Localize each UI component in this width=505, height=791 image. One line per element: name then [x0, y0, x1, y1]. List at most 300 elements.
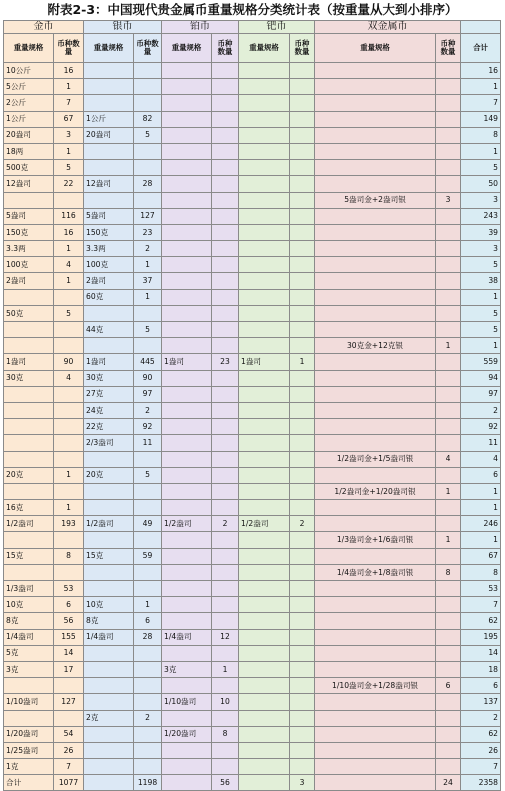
table-cell: 10: [212, 694, 239, 710]
table-cell: 53: [461, 581, 501, 597]
table-cell: [436, 208, 461, 224]
table-row: [4, 322, 501, 338]
table-cell: [239, 581, 290, 597]
table-cell: [134, 532, 162, 548]
table-cell: 1: [436, 338, 461, 354]
table-cell: 26: [54, 742, 84, 758]
table-cell: [162, 63, 212, 79]
table-cell: [239, 435, 290, 451]
table-cell: [212, 111, 239, 127]
table-cell: 4: [54, 257, 84, 273]
table-cell: [212, 435, 239, 451]
table-cell: [290, 95, 315, 111]
weight-spec-table: [3, 20, 501, 791]
table-cell: [290, 500, 315, 516]
table-cell: [162, 467, 212, 483]
table-row: [4, 143, 501, 159]
table-cell: [162, 451, 212, 467]
table-cell: 1盎司: [4, 354, 54, 370]
table-cell: [315, 435, 436, 451]
table-cell: [134, 338, 162, 354]
table-cell: [315, 241, 436, 257]
table-cell: [436, 354, 461, 370]
table-cell: [54, 532, 84, 548]
table-cell: 97: [134, 386, 162, 402]
table-cell: [315, 322, 436, 338]
table-cell: [239, 597, 290, 613]
table-row: [4, 208, 501, 224]
col-header: 重量规格: [162, 34, 212, 63]
table-cell: 8: [461, 127, 501, 143]
table-cell: [84, 192, 134, 208]
table-cell: [212, 127, 239, 143]
table-cell: [315, 224, 436, 240]
table-cell: [436, 63, 461, 79]
table-row: [4, 289, 501, 305]
table-cell: [162, 305, 212, 321]
table-cell: [54, 338, 84, 354]
table-cell: 1/4盎司: [162, 629, 212, 645]
table-cell: [212, 581, 239, 597]
table-cell: [84, 759, 134, 775]
table-cell: 5: [54, 305, 84, 321]
table-row: [4, 532, 501, 548]
table-cell: 1: [436, 532, 461, 548]
table-cell: [239, 208, 290, 224]
table-cell: [212, 564, 239, 580]
table-cell: [162, 386, 212, 402]
table-cell: [239, 645, 290, 661]
table-row: [4, 500, 501, 516]
table-cell: 8: [436, 564, 461, 580]
table-cell: [4, 451, 54, 467]
table-cell: [84, 645, 134, 661]
table-cell: 1盎司: [84, 354, 134, 370]
table-cell: [436, 467, 461, 483]
table-cell: [315, 419, 436, 435]
table-cell: [84, 694, 134, 710]
table-row: [4, 273, 501, 289]
table-cell: 1/4盎司金+1/8盎司银: [315, 564, 436, 580]
table-cell: [239, 694, 290, 710]
table-cell: [162, 548, 212, 564]
table-cell: [4, 289, 54, 305]
table-cell: 16: [54, 63, 84, 79]
table-cell: [315, 694, 436, 710]
table-cell: [162, 597, 212, 613]
table-cell: [290, 176, 315, 192]
table-cell: [162, 435, 212, 451]
table-cell: 559: [461, 354, 501, 370]
table-cell: [290, 435, 315, 451]
table-cell: [436, 661, 461, 677]
table-cell: [84, 79, 134, 95]
table-cell: 1/10盎司: [162, 694, 212, 710]
table-cell: [162, 710, 212, 726]
table-cell: [162, 402, 212, 418]
table-row: [4, 613, 501, 629]
table-cell: 24克: [84, 402, 134, 418]
table-cell: 5克: [4, 645, 54, 661]
table-cell: [162, 176, 212, 192]
table-cell: 15克: [4, 548, 54, 564]
table-cell: 1: [461, 532, 501, 548]
table-cell: [162, 581, 212, 597]
table-row: [4, 257, 501, 273]
table-cell: [84, 483, 134, 499]
table-cell: [290, 305, 315, 321]
table-cell: [134, 564, 162, 580]
table-cell: [84, 500, 134, 516]
table-cell: 12盎司: [4, 176, 54, 192]
table-cell: 23: [212, 354, 239, 370]
group-silver: 银币: [84, 21, 162, 34]
table-cell: [436, 241, 461, 257]
table-cell: 62: [461, 613, 501, 629]
table-cell: 150克: [84, 224, 134, 240]
table-cell: 2: [134, 710, 162, 726]
table-cell: 1克: [4, 759, 54, 775]
table-cell: 15克: [84, 548, 134, 564]
table-cell: 1: [54, 143, 84, 159]
table-cell: [239, 402, 290, 418]
table-cell: [134, 694, 162, 710]
table-cell: 97: [461, 386, 501, 402]
table-cell: [436, 726, 461, 742]
table-cell: [436, 176, 461, 192]
table-cell: [315, 160, 436, 176]
table-cell: [162, 257, 212, 273]
table-cell: 20克: [84, 467, 134, 483]
table-cell: 50: [461, 176, 501, 192]
table-cell: 1: [461, 500, 501, 516]
table-cell: 8: [461, 564, 501, 580]
col-header: 币种数量: [54, 34, 84, 63]
table-cell: 24: [436, 775, 461, 791]
table-cell: 90: [54, 354, 84, 370]
table-cell: [54, 402, 84, 418]
table-row: [4, 694, 501, 710]
table-cell: [290, 160, 315, 176]
group-header-row: [4, 21, 501, 34]
table-cell: 1: [54, 273, 84, 289]
table-cell: 2盎司: [4, 273, 54, 289]
table-cell: 155: [54, 629, 84, 645]
table-row: [4, 678, 501, 694]
table-cell: [290, 645, 315, 661]
table-cell: [239, 661, 290, 677]
table-cell: 5: [461, 305, 501, 321]
table-cell: [212, 386, 239, 402]
table-cell: [4, 322, 54, 338]
table-cell: [290, 208, 315, 224]
table-cell: [212, 532, 239, 548]
table-cell: 1: [134, 257, 162, 273]
table-cell: [290, 451, 315, 467]
table-cell: [436, 645, 461, 661]
table-cell: [4, 338, 54, 354]
table-cell: [239, 176, 290, 192]
table-cell: 38: [461, 273, 501, 289]
table-cell: 5: [134, 127, 162, 143]
table-cell: [436, 742, 461, 758]
table-cell: [212, 95, 239, 111]
table-cell: 127: [134, 208, 162, 224]
table-cell: [212, 192, 239, 208]
table-row: [4, 516, 501, 532]
col-header: 币种数量: [212, 34, 239, 63]
table-cell: [436, 370, 461, 386]
table-cell: 1: [461, 79, 501, 95]
table-row: [4, 192, 501, 208]
table-title: 附表2-3：中国现代贵金属币重量规格分类统计表（按重量从大到小排序）: [47, 2, 458, 17]
table-cell: [54, 322, 84, 338]
group-bimetal: 双金属币: [315, 21, 461, 34]
table-row: [4, 726, 501, 742]
table-cell: [134, 305, 162, 321]
table-cell: 8: [212, 726, 239, 742]
table-cell: 1/2盎司: [84, 516, 134, 532]
table-cell: [239, 322, 290, 338]
table-row: [4, 79, 501, 95]
table-cell: 3: [461, 241, 501, 257]
table-cell: 1/20盎司: [162, 726, 212, 742]
table-cell: 90: [134, 370, 162, 386]
table-cell: [84, 581, 134, 597]
table-cell: [239, 160, 290, 176]
table-cell: 1: [54, 500, 84, 516]
table-row: [4, 419, 501, 435]
table-cell: 56: [54, 613, 84, 629]
table-cell: 16克: [4, 500, 54, 516]
table-cell: [290, 581, 315, 597]
table-cell: [162, 759, 212, 775]
table-cell: [290, 79, 315, 95]
table-cell: 2/3盎司: [84, 435, 134, 451]
table-cell: [315, 370, 436, 386]
table-cell: [290, 759, 315, 775]
table-cell: [162, 645, 212, 661]
table-cell: [290, 338, 315, 354]
table-cell: 3: [54, 127, 84, 143]
table-cell: [290, 564, 315, 580]
table-row: [4, 176, 501, 192]
table-cell: [239, 192, 290, 208]
table-cell: 100克: [84, 257, 134, 273]
table-cell: [239, 726, 290, 742]
table-cell: [4, 192, 54, 208]
table-cell: 11: [134, 435, 162, 451]
table-cell: [162, 241, 212, 257]
table-cell: [290, 597, 315, 613]
table-cell: [315, 645, 436, 661]
table-cell: 5公斤: [4, 79, 54, 95]
table-cell: 1: [436, 483, 461, 499]
table-cell: [134, 451, 162, 467]
table-cell: [134, 742, 162, 758]
table-cell: [436, 435, 461, 451]
table-cell: [436, 305, 461, 321]
table-cell: [239, 95, 290, 111]
table-cell: 1: [54, 467, 84, 483]
table-cell: [239, 273, 290, 289]
table-cell: [54, 564, 84, 580]
table-cell: [239, 241, 290, 257]
table-cell: [212, 419, 239, 435]
table-cell: [239, 564, 290, 580]
table-cell: 3.3两: [84, 241, 134, 257]
table-cell: 59: [134, 548, 162, 564]
table-cell: 39: [461, 224, 501, 240]
table-cell: 3克: [162, 661, 212, 677]
table-cell: [436, 79, 461, 95]
table-cell: 94: [461, 370, 501, 386]
table-cell: 500克: [4, 160, 54, 176]
table-cell: [436, 548, 461, 564]
table-row: [4, 402, 501, 418]
table-cell: 1: [212, 661, 239, 677]
table-cell: 3: [436, 192, 461, 208]
table-cell: [134, 63, 162, 79]
table-cell: [4, 678, 54, 694]
table-cell: 2: [461, 402, 501, 418]
table-row: [4, 451, 501, 467]
table-cell: [212, 467, 239, 483]
table-cell: 1/20盎司: [4, 726, 54, 742]
table-cell: [315, 710, 436, 726]
table-cell: [315, 661, 436, 677]
table-cell: [212, 613, 239, 629]
table-cell: 3克: [4, 661, 54, 677]
table-cell: 7: [461, 759, 501, 775]
table-cell: 1/2盎司金+1/20盎司银: [315, 483, 436, 499]
table-cell: [290, 273, 315, 289]
table-cell: [162, 111, 212, 127]
col-header: 重量规格: [239, 34, 290, 63]
table-cell: [212, 305, 239, 321]
table-cell: [290, 726, 315, 742]
table-cell: 5盎司金+2盎司银: [315, 192, 436, 208]
table-cell: 193: [54, 516, 84, 532]
table-cell: 1: [134, 289, 162, 305]
table-cell: [212, 370, 239, 386]
table-cell: 1公斤: [84, 111, 134, 127]
table-cell: [436, 224, 461, 240]
table-row: [4, 160, 501, 176]
table-cell: 92: [461, 419, 501, 435]
table-cell: 445: [134, 354, 162, 370]
table-cell: [54, 289, 84, 305]
table-cell: 6: [461, 467, 501, 483]
table-cell: [54, 419, 84, 435]
table-cell: 2: [134, 402, 162, 418]
table-cell: 8克: [4, 613, 54, 629]
table-cell: [239, 370, 290, 386]
table-cell: [134, 726, 162, 742]
table-cell: [436, 710, 461, 726]
table-cell: [436, 629, 461, 645]
table-cell: [436, 289, 461, 305]
table-cell: [436, 597, 461, 613]
table-cell: [315, 775, 436, 791]
table-cell: [54, 192, 84, 208]
table-cell: [134, 483, 162, 499]
table-cell: 1公斤: [4, 111, 54, 127]
table-cell: [239, 613, 290, 629]
col-header: 币种数量: [134, 34, 162, 63]
table-cell: [162, 419, 212, 435]
table-cell: [134, 500, 162, 516]
table-cell: 1: [461, 338, 501, 354]
table-cell: [134, 581, 162, 597]
table-cell: [239, 483, 290, 499]
table-cell: [134, 759, 162, 775]
table-cell: 20盎司: [84, 127, 134, 143]
table-cell: 7: [54, 95, 84, 111]
table-cell: [212, 224, 239, 240]
table-cell: 20盎司: [4, 127, 54, 143]
table-cell: 3: [290, 775, 315, 791]
table-cell: [290, 548, 315, 564]
table-cell: [212, 289, 239, 305]
table-cell: [84, 564, 134, 580]
total-row: [4, 775, 501, 791]
table-cell: 2克: [84, 710, 134, 726]
table-cell: 1盎司: [162, 354, 212, 370]
table-cell: [290, 111, 315, 127]
table-cell: 2: [212, 516, 239, 532]
table-cell: [162, 678, 212, 694]
table-cell: 28: [134, 629, 162, 645]
table-row: [4, 483, 501, 499]
table-cell: [239, 759, 290, 775]
table-cell: [54, 710, 84, 726]
table-cell: [162, 95, 212, 111]
table-cell: [290, 289, 315, 305]
table-cell: 6: [134, 613, 162, 629]
table-cell: 30克: [84, 370, 134, 386]
table-row: [4, 435, 501, 451]
table-cell: [436, 95, 461, 111]
table-cell: [239, 775, 290, 791]
table-row: [4, 386, 501, 402]
table-cell: 92: [134, 419, 162, 435]
table-row: [4, 629, 501, 645]
table-cell: [239, 678, 290, 694]
table-cell: [84, 63, 134, 79]
table-cell: [162, 483, 212, 499]
table-row: [4, 354, 501, 370]
table-cell: 49: [134, 516, 162, 532]
table-cell: [436, 402, 461, 418]
table-cell: [436, 500, 461, 516]
table-cell: [436, 143, 461, 159]
group-palladium: 钯币: [239, 21, 315, 34]
table-cell: 30克金+12克银: [315, 338, 436, 354]
table-cell: [290, 63, 315, 79]
table-cell: 5: [134, 467, 162, 483]
table-cell: [315, 613, 436, 629]
table-cell: [134, 192, 162, 208]
table-cell: 1: [461, 483, 501, 499]
table-cell: [212, 678, 239, 694]
table-cell: [162, 338, 212, 354]
table-cell: [436, 694, 461, 710]
table-cell: [436, 581, 461, 597]
table-cell: 28: [134, 176, 162, 192]
table-cell: [436, 386, 461, 402]
group-total-blank: [461, 21, 501, 34]
